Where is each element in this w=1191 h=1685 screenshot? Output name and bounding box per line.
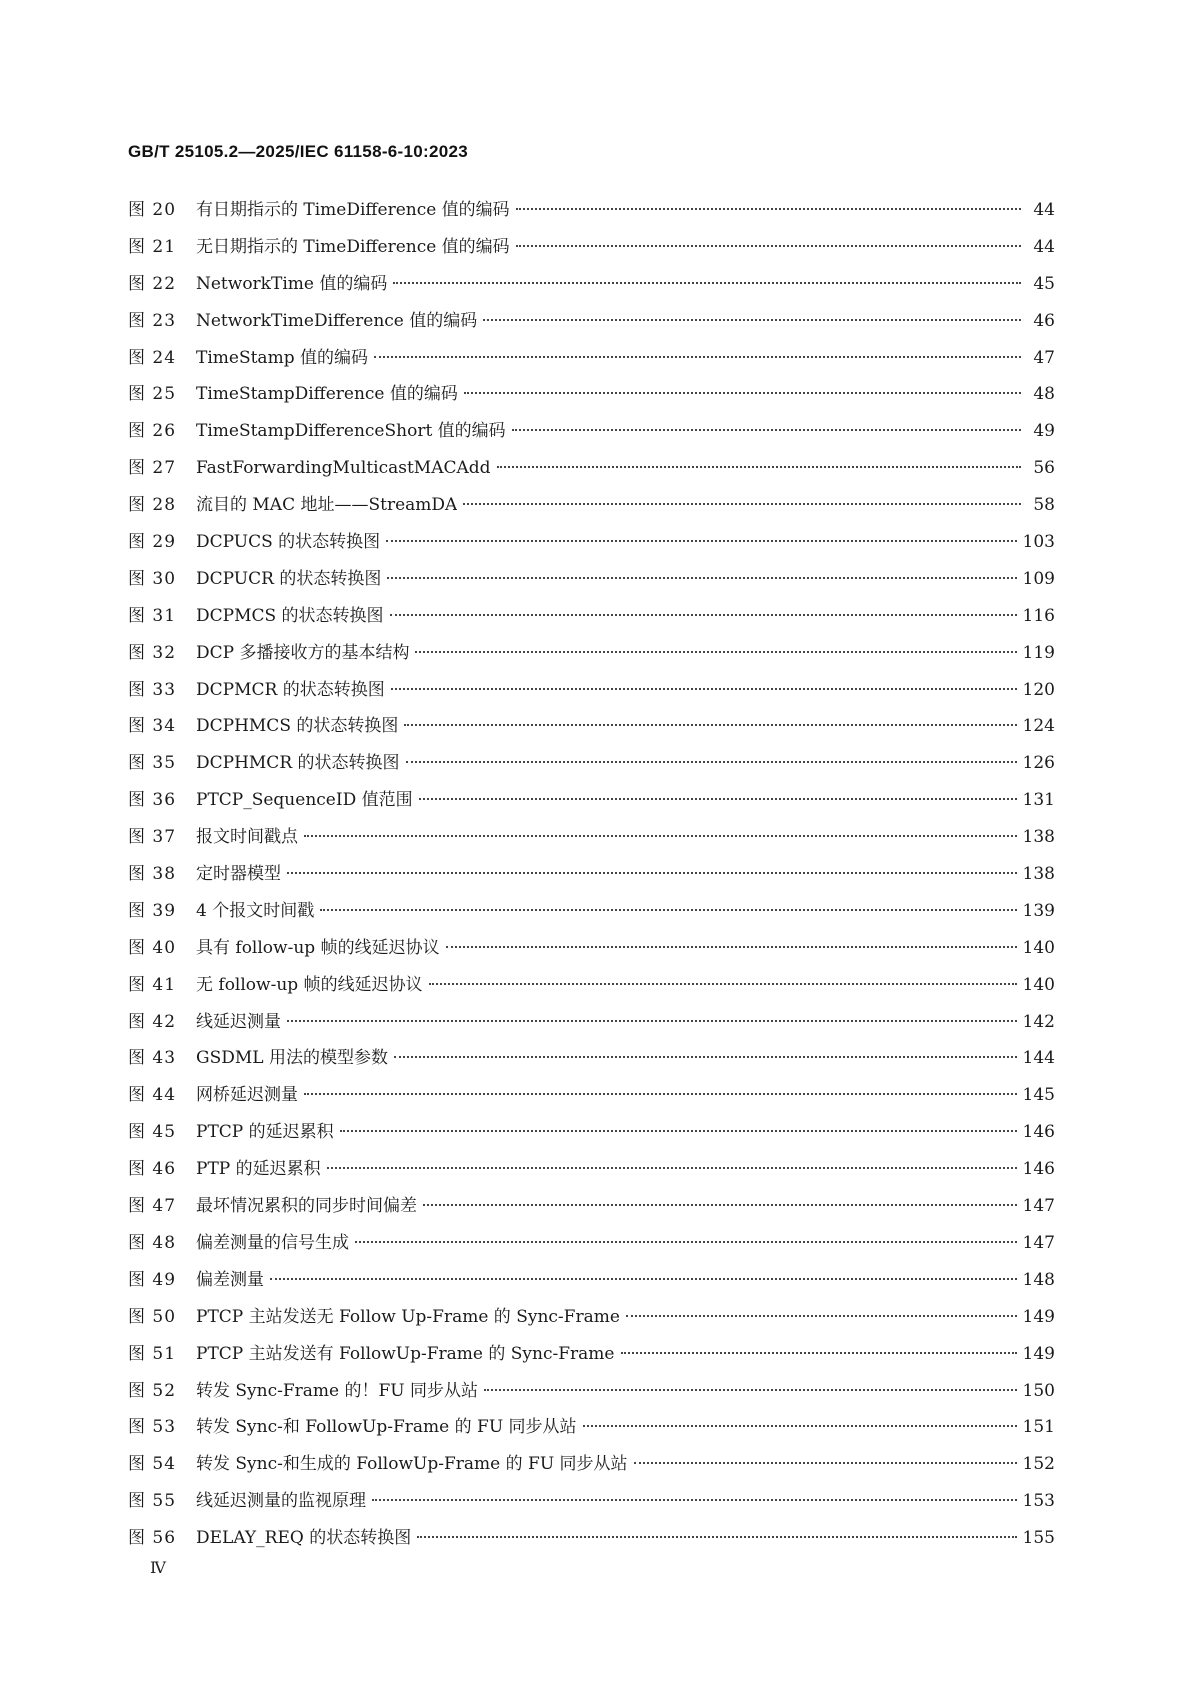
toc-figure-title: TimeStampDifferenceShort 值的编码 xyxy=(196,421,506,442)
toc-dot-leader xyxy=(406,761,1017,763)
toc-dot-leader xyxy=(446,946,1017,948)
toc-page-number: 44 xyxy=(1033,200,1055,220)
table-of-figures xyxy=(128,192,1055,1557)
toc-dot-leader xyxy=(320,909,1016,911)
toc-figure-title: 偏差测量 xyxy=(196,1269,264,1290)
toc-figure-number: 图 51 xyxy=(128,1343,177,1364)
toc-figure-number: 图 44 xyxy=(128,1085,177,1106)
toc-figure-title: 转发 Sync-和生成的 FollowUp-Frame 的 FU 同步从站 xyxy=(196,1454,628,1475)
toc-page-number: 126 xyxy=(1022,753,1055,774)
page-number: Ⅳ xyxy=(150,1558,166,1577)
toc-dot-leader xyxy=(463,503,1021,505)
toc-entry[interactable] xyxy=(128,450,1055,487)
toc-figure-number: 图 33 xyxy=(128,679,177,700)
toc-figure-number: 图 49 xyxy=(128,1269,177,1290)
toc-page-number: 124 xyxy=(1022,716,1055,737)
toc-page-number: 58 xyxy=(1033,495,1055,516)
toc-figure-title: NetworkTimeDifference 值的编码 xyxy=(196,310,478,331)
toc-dot-leader xyxy=(423,1204,1017,1206)
toc-figure-number: 图 53 xyxy=(128,1417,177,1438)
toc-page-number: 44 xyxy=(1033,236,1055,257)
toc-figure-title: 无 follow-up 帧的线延迟协议 xyxy=(196,974,423,995)
toc-page-number: 147 xyxy=(1022,1232,1055,1253)
toc-page-number: 131 xyxy=(1022,790,1055,811)
toc-page-number: 142 xyxy=(1022,1011,1055,1032)
toc-dot-leader xyxy=(583,1425,1017,1427)
toc-figure-title: 4 个报文时间戳 xyxy=(196,900,315,921)
toc-entry[interactable] xyxy=(128,708,1055,745)
toc-figure-number: 图 23 xyxy=(128,310,177,331)
toc-page-number: 146 xyxy=(1022,1122,1055,1143)
toc-page-number: 138 xyxy=(1022,864,1055,885)
toc-figure-number: 图 45 xyxy=(128,1122,177,1143)
toc-dot-leader xyxy=(626,1315,1017,1317)
toc-figure-title: PTCP 的延迟累积 xyxy=(196,1122,334,1143)
toc-dot-leader xyxy=(340,1130,1017,1132)
toc-dot-leader xyxy=(429,983,1017,985)
toc-figure-number: 图 29 xyxy=(128,532,177,553)
toc-page-number: 149 xyxy=(1022,1306,1055,1327)
toc-page-number: 103 xyxy=(1022,532,1055,553)
toc-entry[interactable] xyxy=(128,1188,1055,1225)
toc-dot-leader xyxy=(391,688,1017,690)
toc-dot-leader xyxy=(415,651,1016,653)
toc-page-number: 155 xyxy=(1022,1528,1055,1549)
toc-figure-title: 有日期指示的 TimeDifference 值的编码 xyxy=(196,200,510,220)
toc-page-number: 46 xyxy=(1033,310,1055,331)
toc-page-number: 140 xyxy=(1022,974,1055,995)
toc-figure-title: PTP 的延迟累积 xyxy=(196,1159,321,1180)
toc-entry[interactable] xyxy=(128,1446,1055,1483)
toc-page-number: 148 xyxy=(1022,1269,1055,1290)
toc-figure-title: NetworkTime 值的编码 xyxy=(196,273,388,294)
toc-entry[interactable] xyxy=(128,782,1055,819)
toc-page-number: 144 xyxy=(1022,1048,1055,1069)
toc-figure-number: 图 39 xyxy=(128,900,177,921)
toc-figure-number: 图 32 xyxy=(128,642,177,663)
toc-entry[interactable] xyxy=(128,1114,1055,1151)
toc-figure-title: PTCP_SequenceID 值范围 xyxy=(196,790,413,811)
toc-page-number: 151 xyxy=(1022,1417,1055,1438)
toc-figure-number: 图 41 xyxy=(128,974,177,995)
toc-dot-leader xyxy=(621,1352,1017,1354)
toc-dot-leader xyxy=(374,356,1021,358)
toc-entry[interactable] xyxy=(128,745,1055,782)
toc-entry[interactable] xyxy=(128,967,1055,1004)
toc-entry[interactable] xyxy=(128,340,1055,377)
toc-figure-number: 图 34 xyxy=(128,716,177,737)
toc-figure-number: 图 28 xyxy=(128,495,177,516)
toc-dot-leader xyxy=(287,872,1017,874)
toc-entry[interactable] xyxy=(128,893,1055,930)
toc-page-number: 48 xyxy=(1033,384,1055,405)
toc-entry[interactable] xyxy=(128,1077,1055,1114)
toc-figure-title: DCPMCR 的状态转换图 xyxy=(196,679,385,700)
toc-page-number: 120 xyxy=(1022,679,1055,700)
toc-dot-leader xyxy=(516,245,1021,247)
toc-figure-title: DELAY_REQ 的状态转换图 xyxy=(196,1528,412,1549)
toc-figure-title: DCPHMCR 的状态转换图 xyxy=(196,753,400,774)
toc-dot-leader xyxy=(634,1462,1017,1464)
document-header-standard-id: GB/T 25105.2—2025/IEC 61158-6-10:2023 xyxy=(128,142,468,161)
toc-dot-leader xyxy=(484,1389,1017,1391)
toc-entry[interactable] xyxy=(128,598,1055,635)
toc-figure-number: 图 48 xyxy=(128,1232,177,1253)
toc-figure-number: 图 37 xyxy=(128,827,177,848)
toc-figure-number: 图 43 xyxy=(128,1048,177,1069)
toc-page-number: 138 xyxy=(1022,827,1055,848)
toc-dot-leader xyxy=(516,208,1021,210)
toc-page-number: 152 xyxy=(1022,1454,1055,1475)
toc-dot-leader xyxy=(387,577,1016,579)
toc-entry[interactable] xyxy=(128,413,1055,450)
toc-dot-leader xyxy=(304,1093,1017,1095)
toc-figure-title: 流目的 MAC 地址——StreamDA xyxy=(196,495,458,516)
toc-figure-number: 图 47 xyxy=(128,1196,177,1217)
toc-dot-leader xyxy=(355,1241,1017,1243)
toc-page-number: 56 xyxy=(1033,458,1055,479)
toc-figure-number: 图 22 xyxy=(128,273,177,294)
toc-figure-number: 图 27 xyxy=(128,458,177,479)
toc-page-number: 139 xyxy=(1022,900,1055,921)
toc-page-number: 119 xyxy=(1022,642,1055,663)
toc-figure-title: 转发 Sync-Frame 的！FU 同步从站 xyxy=(196,1380,479,1401)
toc-entry[interactable] xyxy=(128,229,1055,266)
toc-entry[interactable] xyxy=(128,1483,1055,1520)
toc-figure-title: 定时器模型 xyxy=(196,864,281,885)
toc-figure-number: 图 36 xyxy=(128,790,177,811)
toc-entry[interactable] xyxy=(128,1151,1055,1188)
toc-figure-title: TimeStamp 值的编码 xyxy=(196,347,368,368)
toc-figure-number: 图 21 xyxy=(128,236,177,257)
toc-dot-leader xyxy=(390,614,1017,616)
toc-figure-title: GSDML 用法的模型参数 xyxy=(196,1048,388,1069)
toc-figure-number: 图 42 xyxy=(128,1011,177,1032)
toc-figure-number: 图 26 xyxy=(128,421,177,442)
toc-dot-leader xyxy=(394,1056,1017,1058)
toc-entry[interactable] xyxy=(128,1225,1055,1262)
toc-dot-leader xyxy=(512,429,1021,431)
toc-dot-leader xyxy=(464,392,1021,394)
toc-entry[interactable] xyxy=(128,635,1055,672)
toc-figure-title: 无日期指示的 TimeDifference 值的编码 xyxy=(196,236,510,257)
toc-entry[interactable] xyxy=(128,266,1055,303)
toc-figure-number: 图 56 xyxy=(128,1528,177,1549)
toc-dot-leader xyxy=(372,1499,1017,1501)
toc-figure-number: 图 30 xyxy=(128,568,177,589)
toc-figure-title: 线延迟测量 xyxy=(196,1011,281,1032)
toc-figure-number: 图 31 xyxy=(128,605,177,626)
toc-entry[interactable] xyxy=(128,376,1055,413)
toc-figure-number: 图 55 xyxy=(128,1491,177,1512)
toc-entry[interactable] xyxy=(128,1336,1055,1373)
toc-figure-number: 图 46 xyxy=(128,1159,177,1180)
toc-figure-title: DCP 多播接收方的基本结构 xyxy=(196,642,410,663)
toc-dot-leader xyxy=(417,1536,1016,1538)
toc-dot-leader xyxy=(497,466,1021,468)
toc-entry[interactable] xyxy=(128,561,1055,598)
toc-figure-title: 转发 Sync-和 FollowUp-Frame 的 FU 同步从站 xyxy=(196,1417,577,1438)
toc-entry[interactable] xyxy=(128,1409,1055,1446)
toc-page-number: 140 xyxy=(1022,937,1055,958)
toc-figure-number: 图 24 xyxy=(128,347,177,368)
toc-page-number: 150 xyxy=(1022,1380,1055,1401)
toc-entry[interactable] xyxy=(128,819,1055,856)
toc-dot-leader xyxy=(393,282,1021,284)
toc-dot-leader xyxy=(287,1020,1017,1022)
toc-page-number: 147 xyxy=(1022,1196,1055,1217)
toc-figure-number: 图 20 xyxy=(128,200,177,220)
toc-entry[interactable] xyxy=(128,303,1055,340)
toc-figure-number: 图 54 xyxy=(128,1454,177,1475)
toc-figure-title: 报文时间戳点 xyxy=(196,827,298,848)
toc-figure-title: 最坏情况累积的同步时间偏差 xyxy=(196,1196,417,1217)
toc-page-number: 146 xyxy=(1022,1159,1055,1180)
toc-figure-title: PTCP 主站发送有 FollowUp-Frame 的 Sync-Frame xyxy=(196,1343,615,1364)
toc-figure-title: PTCP 主站发送无 Follow Up-Frame 的 Sync-Frame xyxy=(196,1306,620,1327)
toc-figure-title: 线延迟测量的监视原理 xyxy=(196,1491,366,1512)
toc-page-number: 47 xyxy=(1033,347,1055,368)
toc-page-number: 116 xyxy=(1022,605,1055,626)
toc-entry[interactable] xyxy=(128,1520,1055,1557)
toc-figure-number: 图 50 xyxy=(128,1306,177,1327)
toc-entry[interactable] xyxy=(128,192,1055,229)
toc-entry[interactable] xyxy=(128,524,1055,561)
toc-dot-leader xyxy=(419,798,1017,800)
toc-figure-number: 图 52 xyxy=(128,1380,177,1401)
toc-entry[interactable] xyxy=(128,856,1055,893)
toc-dot-leader xyxy=(327,1167,1017,1169)
toc-figure-number: 图 40 xyxy=(128,937,177,958)
toc-figure-title: FastForwardingMulticastMACAdd xyxy=(196,458,491,479)
toc-figure-title: 网桥延迟测量 xyxy=(196,1085,298,1106)
toc-entry[interactable] xyxy=(128,672,1055,709)
toc-page-number: 45 xyxy=(1033,273,1055,294)
toc-page-number: 153 xyxy=(1022,1491,1055,1512)
toc-dot-leader xyxy=(404,724,1016,726)
toc-dot-leader xyxy=(386,540,1016,542)
toc-page-number: 49 xyxy=(1033,421,1055,442)
toc-entry[interactable] xyxy=(128,487,1055,524)
toc-figure-title: 具有 follow-up 帧的线延迟协议 xyxy=(196,937,440,958)
toc-entry[interactable] xyxy=(128,930,1055,967)
toc-dot-leader xyxy=(483,319,1021,321)
toc-entry[interactable] xyxy=(128,1299,1055,1336)
toc-figure-title: DCPUCR 的状态转换图 xyxy=(196,568,382,589)
toc-figure-number: 图 35 xyxy=(128,753,177,774)
toc-page-number: 109 xyxy=(1022,568,1055,589)
toc-dot-leader xyxy=(270,1278,1017,1280)
toc-page-number: 149 xyxy=(1022,1343,1055,1364)
toc-page-number: 145 xyxy=(1022,1085,1055,1106)
toc-entry[interactable] xyxy=(128,1262,1055,1299)
toc-figure-number: 图 38 xyxy=(128,864,177,885)
toc-entry[interactable] xyxy=(128,1373,1055,1410)
toc-figure-title: TimeStampDifference 值的编码 xyxy=(196,384,458,405)
toc-entry[interactable] xyxy=(128,1004,1055,1041)
toc-figure-title: DCPHMCS 的状态转换图 xyxy=(196,716,399,737)
toc-figure-title: DCPMCS 的状态转换图 xyxy=(196,605,384,626)
toc-figure-title: 偏差测量的信号生成 xyxy=(196,1232,349,1253)
toc-dot-leader xyxy=(304,835,1017,837)
toc-figure-title: DCPUCS 的状态转换图 xyxy=(196,532,381,553)
toc-figure-number: 图 25 xyxy=(128,384,177,405)
toc-entry[interactable] xyxy=(128,1040,1055,1077)
